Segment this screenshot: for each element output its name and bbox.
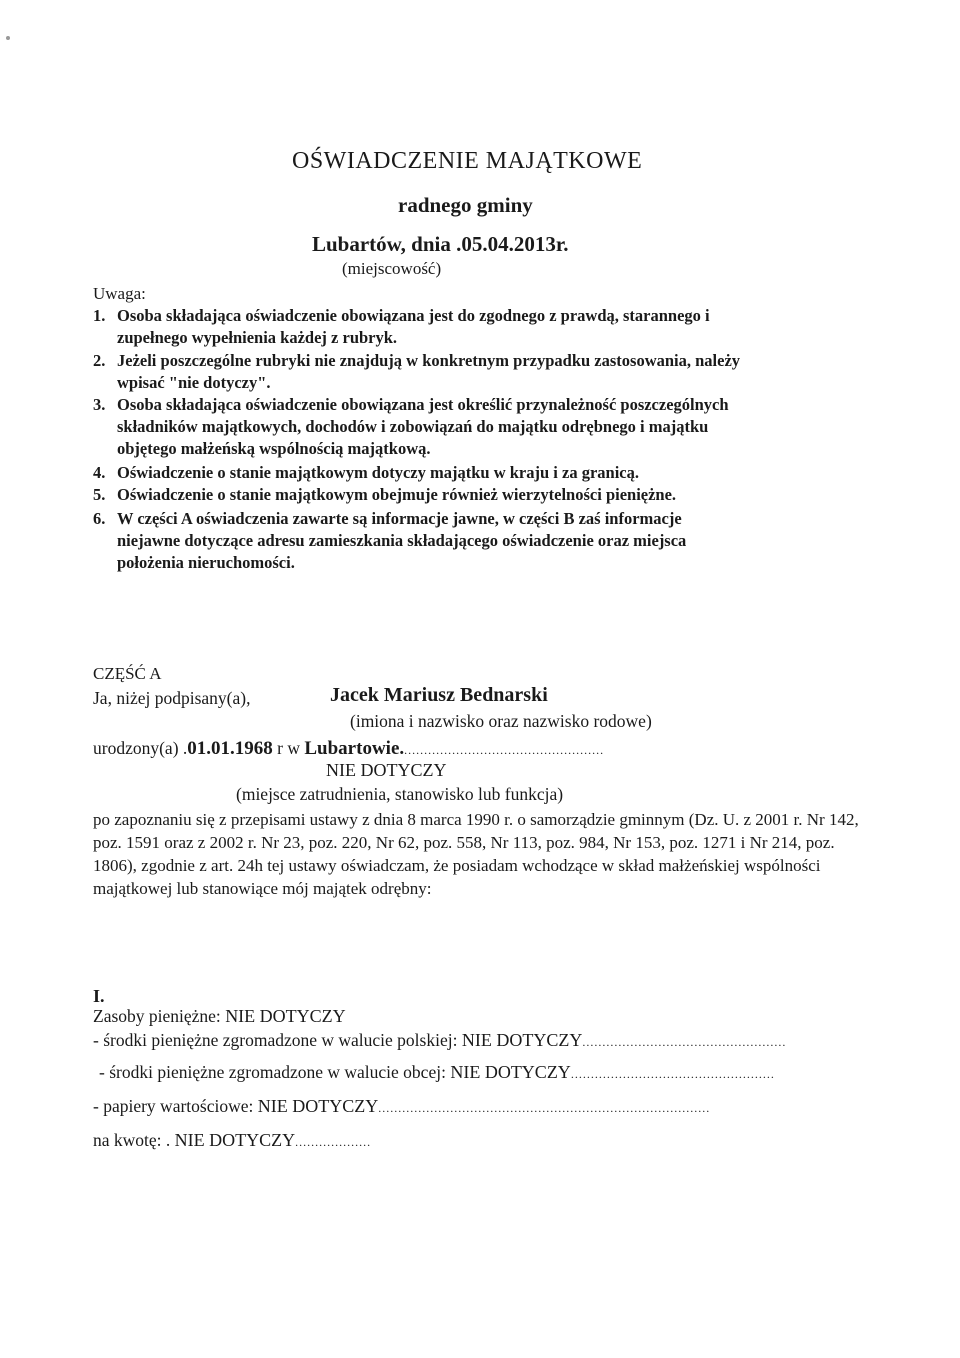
foreign-funds-value: NIE DOTYCZY (450, 1062, 571, 1082)
note-text-continued: wpisać "nie dotyczy". (117, 373, 271, 392)
note-text: Oświadczenie o stanie majątkowym dotyczy majątku w kraju i za granicą. (117, 463, 639, 482)
declaration-text: po zapoznaniu się z przepisami ustawy z dnia 8 marca 1990 r. o samorządzie gminnym (Dz. U. z 2001 r. Nr 142, poz. 1591 oraz z 2002 r. Nr 23, poz. 220, Nr 62, poz. 558, Nr 113, poz. 984, Nr 153, poz. 1271 i Nr 214, poz. 1806), zgodnie z art. 24h tej ustawy oświadczam, że posiadam wchodzące w skład małżeńskiej wspólności majątkowej lub stanowiące mój majątek odrębny: (93, 810, 859, 898)
securities-value: NIE DOTYCZY (257, 1096, 379, 1116)
dotted-fill: ................................................... (570, 1067, 775, 1081)
note-text-continued: położenia nieruchomości. (117, 553, 295, 572)
note-item (93, 350, 740, 394)
note-text-continued: niejawne dotyczące adresu zamieszkania składającego oświadczenie oraz miejsca (117, 531, 687, 550)
place-label: (miejscowość) (342, 259, 442, 278)
document-subtitle: radnego gminy (398, 193, 533, 217)
note-number: 1. (93, 306, 106, 325)
birth-line (93, 738, 604, 760)
amount-value: NIE DOTYCZY (174, 1130, 296, 1150)
notes-heading: Uwaga: (93, 284, 146, 303)
birth-date: 01.01.1968 (187, 738, 273, 759)
document-title: OŚWIADCZENIE MAJĄTKOWE (292, 148, 643, 174)
amount-label: na kwotę: . (93, 1130, 171, 1150)
note-text: Jeżeli poszczególne rubryki nie znajdują w konkretnym przypadku zastosowania, należy (117, 351, 741, 370)
foreign-funds-label: - środki pieniężne zgromadzone w walucie obcej: (99, 1062, 446, 1082)
note-text: W części A oświadczenia zawarte są informacje jawne, w części B zaś informacje (117, 509, 682, 528)
note-number: 5. (93, 485, 106, 504)
note-text: Oświadczenie o stanie majątkowym obejmuje również wierzytelności pieniężne. (117, 485, 677, 504)
pln-funds-line (93, 1030, 786, 1051)
employment-label: (miejsce zatrudnienia, stanowisko lub funkcja) (236, 784, 564, 804)
born-label: urodzony(a) . (93, 738, 188, 758)
note-item (93, 305, 710, 349)
note-item (93, 484, 676, 506)
securities-label: - papiery wartościowe: (93, 1096, 254, 1116)
note-number: 3. (93, 395, 106, 414)
dotted-fill: ................... (295, 1135, 372, 1149)
amount-line (93, 1130, 371, 1151)
note-number: 6. (93, 509, 106, 528)
note-item (93, 394, 729, 460)
dotted-fill: ................................................... (582, 1035, 787, 1049)
part-a-heading: CZĘŚĆ A (93, 664, 162, 683)
note-item (93, 462, 639, 484)
funds-line (93, 1006, 346, 1027)
funds-value: NIE DOTYCZY (225, 1006, 346, 1026)
note-text-continued: objętego małżeńską wspólnością majątkową. (117, 439, 431, 458)
note-text: Osoba składająca oświadczenie obowiązana jest określić przynależność poszczególnych (117, 395, 729, 414)
foreign-funds-line (99, 1062, 775, 1083)
scan-speck (6, 36, 10, 40)
dotted-fill: .................................................. (404, 743, 605, 757)
declarant-name-label: (imiona i nazwisko oraz nazwisko rodowe) (350, 711, 652, 731)
note-item (93, 508, 686, 574)
pln-funds-label: - środki pieniężne zgromadzone w walucie polskiej: (93, 1030, 458, 1050)
undersigned-label: Ja, niżej podpisany(a), (93, 688, 251, 708)
declarant-name: Jacek Mariusz Bednarski (330, 684, 548, 706)
section-numeral: I. (93, 986, 105, 1006)
securities-line (93, 1096, 710, 1117)
note-number: 4. (93, 463, 106, 482)
place-and-date: Lubartów, dnia .05.04.2013r. (312, 232, 569, 256)
note-text-continued: składników majątkowych, dochodów i zobowiązań do majątku odrębnego i majątku (117, 417, 709, 436)
funds-label: Zasoby pieniężne: (93, 1006, 221, 1026)
born-in-label: r w (277, 738, 300, 758)
pln-funds-value: NIE DOTYCZY (461, 1030, 583, 1050)
employment-value: NIE DOTYCZY (326, 760, 447, 780)
note-text-continued: zupełnego wypełnienia każdej z rubryk. (117, 328, 398, 347)
birth-place: Lubartowie. (304, 738, 405, 759)
note-number: 2. (93, 351, 106, 370)
dotted-fill: ................................................................................... (378, 1101, 711, 1115)
note-text: Osoba składająca oświadczenie obowiązana jest do zgodnego z prawdą, starannego i (117, 306, 710, 325)
